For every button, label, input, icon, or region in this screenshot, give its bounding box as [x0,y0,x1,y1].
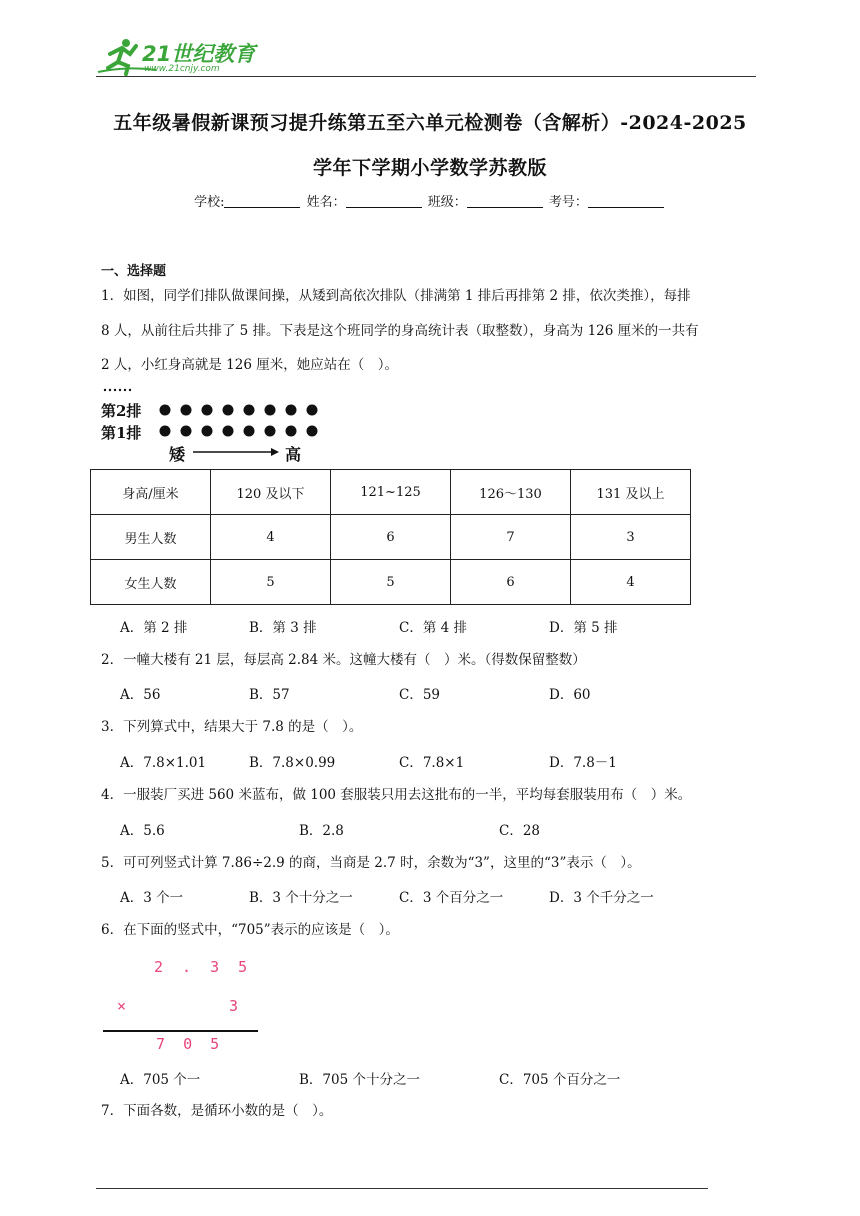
vertical-result: 7 0 5 [156,1035,220,1053]
q1-line3: 2 人，小红身高就是 126 厘米，她应站在（ ）。 [101,357,398,373]
q7-text: 7．下面各数，是循环小数的是（ ）。 [101,1103,333,1119]
q3-text: 3．下列算式中，结果大于 7.8 的是（ ）。 [101,719,363,735]
q5-option-d[interactable]: D．3 个千分之一 [549,890,654,906]
site-logo [96,36,266,78]
q2-option-b[interactable]: B．57 [249,687,290,703]
logo-sub-text: www.21cnjy.com [144,64,220,74]
table-cell: 女生人数 [91,560,211,605]
table-row [91,560,691,605]
q2-option-a[interactable]: A．56 [120,687,161,703]
table-cell: 男生人数 [91,515,211,560]
header-divider [96,76,756,77]
q1-option-a[interactable]: A．第 2 排 [120,620,188,636]
footer-divider [96,1188,708,1189]
q6-option-a[interactable]: A．705 个一 [120,1072,201,1088]
vertical-multiplier: 3 [229,997,239,1015]
short-label: 矮 [169,445,186,464]
school-label: 学校: [194,195,225,210]
q5-text: 5．可可列竖式计算 7.86÷2.9 的商，当商是 2.7 时，余数为“3”，这里的“3”表示（ ）。 [101,855,641,871]
q3-option-c[interactable]: C．7.8×1 [399,755,465,771]
q2-option-d[interactable]: D．60 [549,687,591,703]
tall-label: 高 [285,445,302,464]
q4-text: 4．一服装厂买进 560 米蓝布，做 100 套服装只用去这批布的一半，平均每套服装用布（ ）米。 [101,787,692,803]
q2-text: 2．一幢大楼有 21 层，每层高 2.84 米。这幢大楼有（ ）米。（得数保留整数） [101,652,586,668]
table-cell: 3 [571,515,691,560]
student-info [0,191,860,210]
table-header-cell: 身高/厘米 [91,470,211,515]
height-stats-table [90,469,691,605]
school-blank[interactable] [224,194,300,208]
table-header-row [91,470,691,515]
name-label: 姓名： [306,195,346,210]
table-header-cell: 121~125 [331,470,451,515]
row1-label: 第1排 [101,424,142,442]
number-label: 考号： [548,195,588,210]
table-cell: 4 [571,560,691,605]
q5-option-a[interactable]: A．3 个一 [120,890,184,906]
name-blank[interactable] [346,194,422,208]
q1-option-b[interactable]: B．第 3 排 [249,620,317,636]
q4-option-b[interactable]: B．2.8 [299,823,344,839]
vertical-multiplicand: 2 . 3 5 [154,958,253,976]
page-title-line1: 五年级暑假新课预习提升练第五至六单元检测卷（含解析）-2024-2025 [113,112,747,134]
table-cell: 5 [211,560,331,605]
q6-option-c[interactable]: C．705 个百分之一 [499,1072,621,1088]
q3-option-b[interactable]: B．7.8×0.99 [249,755,336,771]
q1-queue-figure [101,386,331,462]
q1-line1: 1．如图，同学们排队做课间操，从矮到高依次排队（排满第 1 排后再排第 2 排，依次类推），每排 [101,288,691,304]
q4-option-a[interactable]: A．5.6 [120,823,165,839]
q5-option-b[interactable]: B．3 个十分之一 [249,890,353,906]
logo-main-text: 21世纪教育 [142,42,256,66]
table-cell: 6 [331,515,451,560]
row2-label: 第2排 [101,402,142,420]
q1-option-c[interactable]: C．第 4 排 [399,620,468,636]
table-row [91,515,691,560]
table-header-cell: 120 及以下 [211,470,331,515]
q6-text: 6．在下面的竖式中，“705”表示的应该是（ ）。 [101,922,399,938]
q1-option-d[interactable]: D．第 5 排 [549,620,618,636]
class-label: 班级： [427,195,467,210]
q5-option-c[interactable]: C．3 个百分之一 [399,890,504,906]
page-title-line2: 学年下学期小学数学苏教版 [312,157,547,179]
table-cell: 7 [451,515,571,560]
q3-option-a[interactable]: A．7.8×1.01 [120,755,207,771]
q4-option-c[interactable]: C．28 [499,823,541,839]
q6-option-b[interactable]: B．705 个十分之一 [299,1072,420,1088]
table-cell: 5 [331,560,451,605]
table-header-cell: 126～130 [451,470,571,515]
number-blank[interactable] [588,194,664,208]
vertical-divider-line [103,1030,258,1032]
q1-line2: 8 人，从前往后共排了 5 排。下表是这个班同学的身高统计表（取整数），身高为 126 厘米的一共有 [101,323,699,339]
table-header-cell: 131 及以上 [571,470,691,515]
table-cell: 4 [211,515,331,560]
section-heading: 一、选择题 [101,264,167,279]
q2-option-c[interactable]: C．59 [399,687,441,703]
vertical-times-sign: × [117,997,127,1015]
q3-option-d[interactable]: D．7.8－1 [549,755,617,771]
class-blank[interactable] [467,194,543,208]
table-cell: 6 [451,560,571,605]
